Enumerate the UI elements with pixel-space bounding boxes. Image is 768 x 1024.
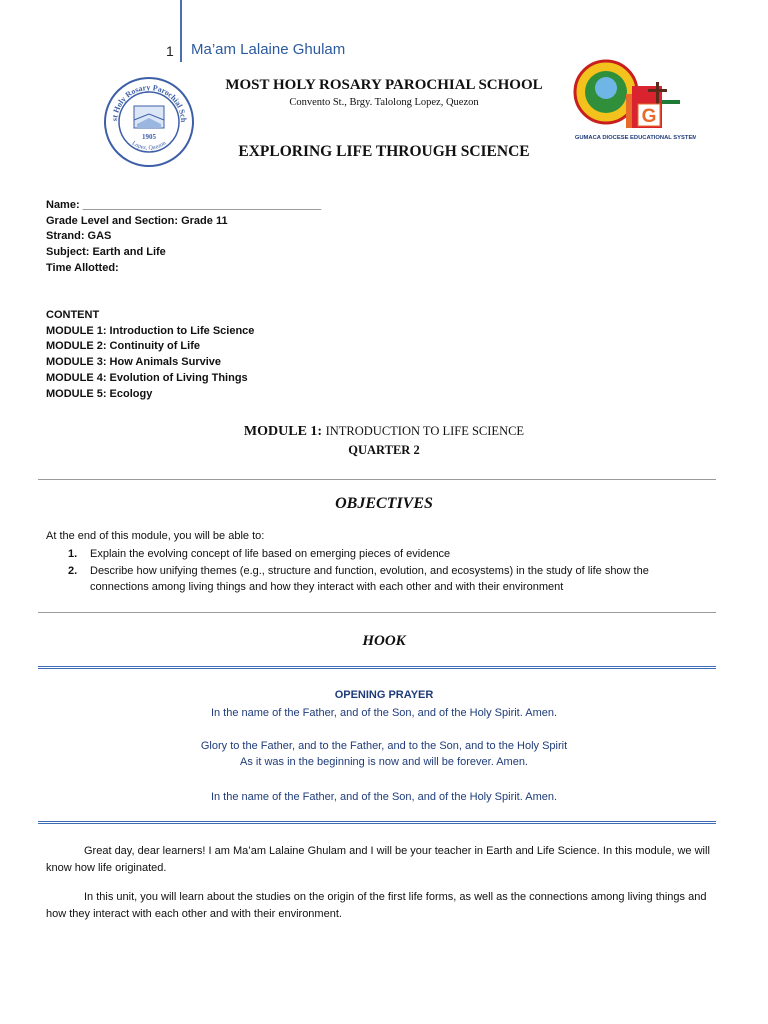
hook-heading: HOOK [362,633,406,649]
content-heading: CONTENT [46,309,100,321]
school-name: MOST HOLY ROSARY PAROCHIAL SCHOOL [225,77,543,93]
objectives-heading: OBJECTIVES [335,495,433,512]
intro-paragraph: Great day, dear learners! I am Ma’am Lalaine Ghulam and I will be your teacher in Earth and Life Science. In this module, we will know how life originated. [46,845,710,874]
content-item: MODULE 2: Continuity of Life [46,340,200,353]
content-item: MODULE 4: Evolution of Living Things [46,371,248,384]
svg-text:GUMACA DIOCESE EDUCATIONAL SYS: GUMACA DIOCESE EDUCATIONAL SYSTEM [574,135,696,141]
school-address: Convento St., Brgy. Talolong Lopez, Quezon [289,97,479,108]
svg-text:Most Holy Rosary Parochial Sch: st Holy Rosary Parochial Sch [109,82,189,123]
module-label: MODULE 1: [243,424,323,439]
name-field: Name: _______________________________________ [46,199,322,211]
page-number: 1 [166,43,174,59]
module-heading [0,424,768,440]
time-allotted: Time Allotted: [46,261,119,274]
grade-level: Grade Level and Section: Grade 11 [46,214,228,227]
content-item: MODULE 5: Ecology [46,387,153,400]
prayer-line: In the name of the Father, and of the Son, and of the Holy Spirit. Amen. [210,791,558,803]
objectives-intro: At the end of this module, you will be able to: [46,530,265,542]
double-divider [38,666,716,669]
double-divider [38,821,716,824]
content-item: MODULE 3: How Animals Survive [46,356,222,369]
svg-text:1905: 1905 [142,133,156,141]
objective-item [68,546,708,562]
content-list [46,308,254,402]
header-divider [180,0,182,62]
quarter-label: QUARTER 2 [348,443,420,457]
strand: Strand: GAS [46,230,112,243]
objective-item [68,563,708,596]
prayer-line: In the name of the Father, and of the Son, and of the Holy Spirit. Amen. [210,707,558,719]
document-title: EXPLORING LIFE THROUGH SCIENCE [238,143,530,160]
prayer-line: As it was in the beginning is now and will be forever. Amen. [240,756,528,768]
objective-number: 1. [68,548,78,560]
prayer-line: Glory to the Father, and to the Father, and to the Son, and to the Holy Spirit [200,740,568,752]
divider [38,479,716,480]
svg-text:Lopez, Quezon: Lopez, Quezon [130,140,168,152]
subject: Subject: Earth and Life [46,246,166,259]
prayer-title: OPENING PRAYER [334,689,434,701]
svg-text:G: G [641,106,657,127]
divider [38,612,716,613]
module-name: INTRODUCTION TO LIFE SCIENCE [325,424,525,438]
student-info [46,198,321,277]
objective-number: 2. [68,565,78,577]
objective-text: Describe how unifying themes (e.g., structure and function, evolution, and ecosystems) in the study of life show the connections among living things and how they interact with each other and with their environment [90,565,649,594]
objective-text: Explain the evolving concept of life based on emerging pieces of evidence [90,548,451,560]
teacher-name: Ma’am Lalaine Ghulam [191,41,346,58]
intro-paragraph: In this unit, you will learn about the studies on the origin of the first life forms, as well as the connections among living things and how they interact with each other and with their environment. [46,891,707,920]
content-item: MODULE 1: Introduction to Life Science [46,324,255,337]
